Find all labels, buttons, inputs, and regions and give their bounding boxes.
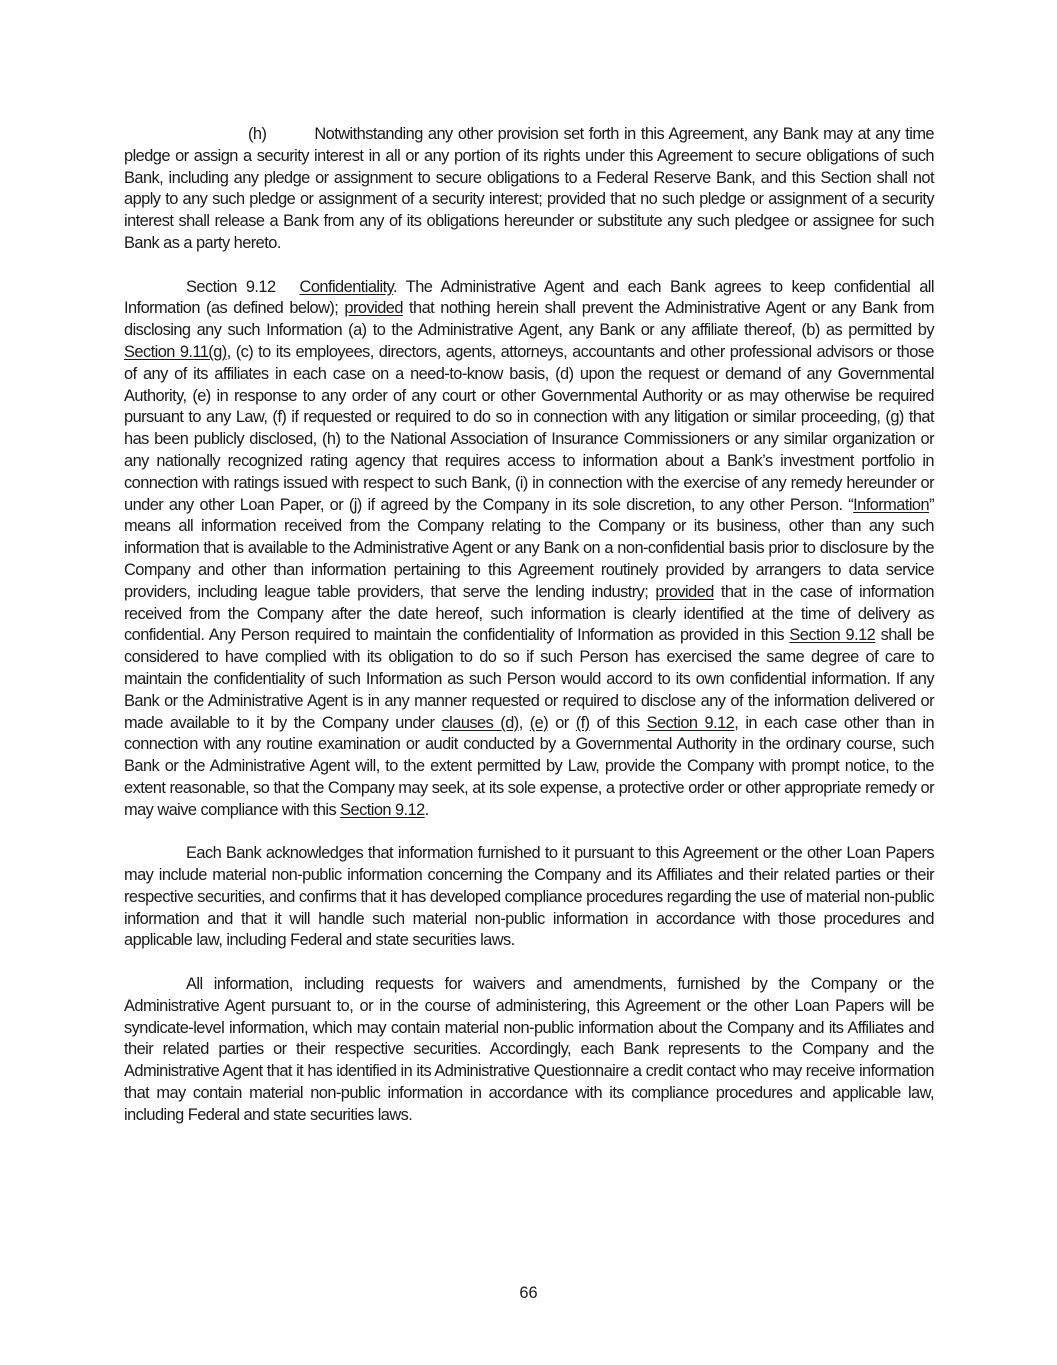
text-segment: . The Administrative Agent and each Bank agrees to keep confidential all Information (as defined below);	[124, 277, 934, 318]
document-page	[124, 124, 934, 1148]
text-segment: , in each case other than in connection with any routine examination or audit conducted by a Governmental Authority in the ordinary course, such Bank or the Administrative Agent will, to the extent permitted by Law, provide the Company with prompt notice, to the extent reasonable, so that the Company may seek, at its sole expense, a protective order or other appropriate remedy or may waive compliance with this	[124, 713, 935, 819]
text-segment: , (c) to its employees, directors, agents, attorneys, accountants and other professional advisors or those of any of its affiliates in each case on a need-to-know basis, (d) upon the request or demand of any Governmental Authority, (e) in response to any order of any court or other Governmental Authority or as may otherwise be required pursuant to any Law, (f) if requested or required to do so in connection with any litigation or similar proceeding, (g) that has been publicly disclosed, (h) to the National Association of Insurance Commissioners or any similar organization or any nationally recognized rating agency that requires access to information about a Bank’s investment portfolio in connection with ratings issued with respect to such Bank, (i) in connection with the exercise of any remedy hereunder or under any other Loan Paper, or (j) if agreed by the Company in its sole discretion, to any other Person. “	[124, 342, 934, 514]
provided-term: provided	[655, 582, 714, 601]
section-reference: Section 9.11(g)	[124, 342, 227, 361]
section-heading: Confidentiality	[299, 277, 394, 296]
clause-reference: (e)	[529, 713, 549, 732]
text-segment: .	[424, 800, 429, 819]
clause-reference: (f)	[575, 713, 590, 732]
clause-reference: clauses (d)	[441, 713, 519, 732]
text-segment: ,	[518, 713, 530, 732]
syndicate-information-paragraph: All information, including requests for waivers and amendments, furnished by the Company or the Administrative Agent pursuant to, or in the course of administering, this Agreement or the other Loan Papers will be syndicate-level information, which may contain material non-public information about the Company and its Affiliates and their related parties or their respective securities. Accordingly, each Bank represents to the Company and the Administrative Agent that it has identified in its Administrative Questionnaire a credit contact who may receive information that may contain material non-public information in accordance with its compliance procedures and applicable law, including Federal and state securities laws.	[124, 975, 934, 1124]
provided-term: provided	[344, 299, 403, 318]
text-segment: of this	[589, 713, 647, 732]
text-segment: ” means all information received from the Company relating to the Company or its business, other than any such information that is available to the Administrative Agent or any Bank on a non-confidential basis prior to disclosure by the Company and other than information pertaining to this Agreement routinely provided by arrangers to data service providers, including league table providers, that serve the lending industry;	[124, 495, 934, 601]
section-reference: Section 9.12	[646, 713, 735, 732]
text-segment: or	[548, 713, 576, 732]
defined-term-information: Information	[853, 495, 930, 514]
acknowledgement-paragraph: Each Bank acknowledges that information furnished to it pursuant to this Agreement or the other Loan Papers may include material non-public information concerning the Company and its Affiliates and their related parties or their respective securities, and confirms that it has developed compliance procedures regarding the use of material non-public information and that it will handle such material non-public information in accordance with those procedures and applicable law, including Federal and state securities laws.	[124, 844, 934, 950]
text-segment: that nothing herein shall prevent the Administrative Agent or any Bank from disclosing any such Information (a) to the Administrative Agent, any Bank or any affiliate thereof, (b) as permitted by	[124, 299, 934, 340]
text-segment: shall be considered to have complied with its obligation to do so if such Person has exercised the same degree of care to maintain the confidentiality of such Information as such Person would accord to its own confidential information. If any Bank or the Administrative Agent is in any manner requested or required to disclose any of the information delivered or made available to it by the Company under	[124, 626, 935, 732]
text-segment: that in the case of information received from the Company after the date hereof, such information is clearly identified at the time of delivery as confidential. Any Person required to maintain the confidentiality of Information as provided in this	[124, 582, 935, 645]
clause-text: Notwithstanding any other provision set forth in this Agreement, any Bank may at any time pledge or assign a security interest in all or any portion of its rights under this Agreement to secure obligations of such Bank, including any pledge or assignment to secure obligations to a Federal Reserve Bank, and this Section shall not apply to any such pledge or assignment of a security interest; provided that no such pledge or assignment of a security interest shall release a Bank from any of its obligations hereunder or substitute any such pledgee or assignee for such Bank as a party hereto.	[124, 125, 934, 252]
paragraph-h	[124, 124, 934, 255]
section-reference: Section 9.12	[340, 800, 425, 819]
section-9-12-paragraph	[124, 277, 934, 822]
section-reference: Section 9.12	[789, 626, 876, 645]
page-number: 66	[519, 1284, 538, 1302]
section-number: Section 9.12	[186, 277, 276, 296]
clause-label: (h)	[248, 125, 267, 143]
